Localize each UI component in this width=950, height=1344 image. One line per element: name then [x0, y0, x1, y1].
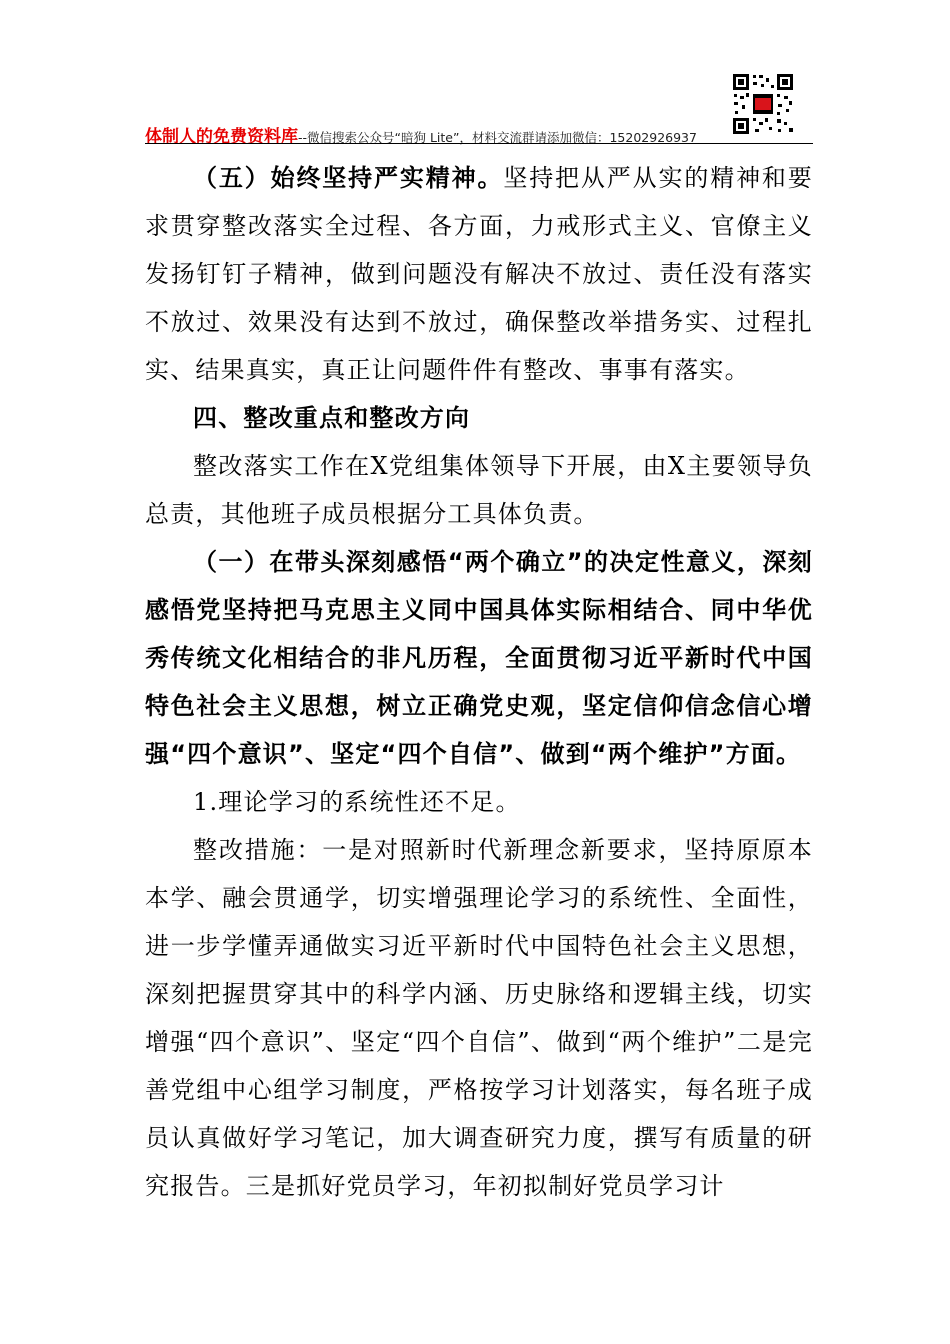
subsection-heading-one: （一）在带头深刻感悟“两个确立”的决定性意义，深刻感悟党坚持把马克思主义同中国具体实际相结合、同中华优秀传统文化相结合的非凡历程，全面贯彻习近平新时代中国特色社会主义思想，树立正确党史观，坚定信仰信念信心增强“四个意识”、坚定“四个自信”、做到“两个维护”方面。	[145, 548, 813, 768]
document-body	[145, 154, 813, 1210]
header-divider	[145, 143, 813, 144]
header-subtitle: --微信搜索公众号“暗狗 Lite”，材料交流群请添加微信：15202926937	[298, 130, 697, 145]
brand-name: 体制人的免费资料库	[145, 127, 298, 147]
paragraph-measures: 整改措施：一是对照新时代新理念新要求，坚持原原本本学、融会贯通学，切实增强理论学习的系统性、全面性，进一步学懂弄通做实习近平新时代中国特色社会主义思想，深刻把握贯穿其中的科学内涵、历史脉络和逻辑主线，切实增强“四个意识”、坚定“四个自信”、做到“两个维护”二是完善党组中心组学习制度，严格按学习计划落实，每名班子成员认真做好学习笔记，加大调查研究力度，撰写有质量的研究报告。三是抓好党员学习，年初拟制好党员学习计	[145, 836, 813, 1200]
section-five-text: 坚持把从严从实的精神和要求贯穿整改落实全过程、各方面，力戒形式主义、官僚主义发扬钉钉子精神，做到问题没有解决不放过、责任没有落实不放过、效果没有达到不放过，确保整改举措务实、过程扎实、结果真实，真正让问题件件有整改、事事有落实。	[145, 164, 813, 384]
qr-code-icon	[731, 72, 795, 136]
page-header	[145, 72, 813, 147]
section-five-heading: （五）始终坚持严实精神。	[193, 164, 504, 192]
paragraph-leadership: 整改落实工作在X党组集体领导下开展，由X主要领导负总责，其他班子成员根据分工具体负责。	[145, 452, 813, 528]
paragraph-section-five	[145, 154, 813, 394]
item-heading-one: 1.理论学习的系统性还不足。	[193, 788, 521, 816]
section-heading-four: 四、整改重点和整改方向	[193, 404, 471, 432]
